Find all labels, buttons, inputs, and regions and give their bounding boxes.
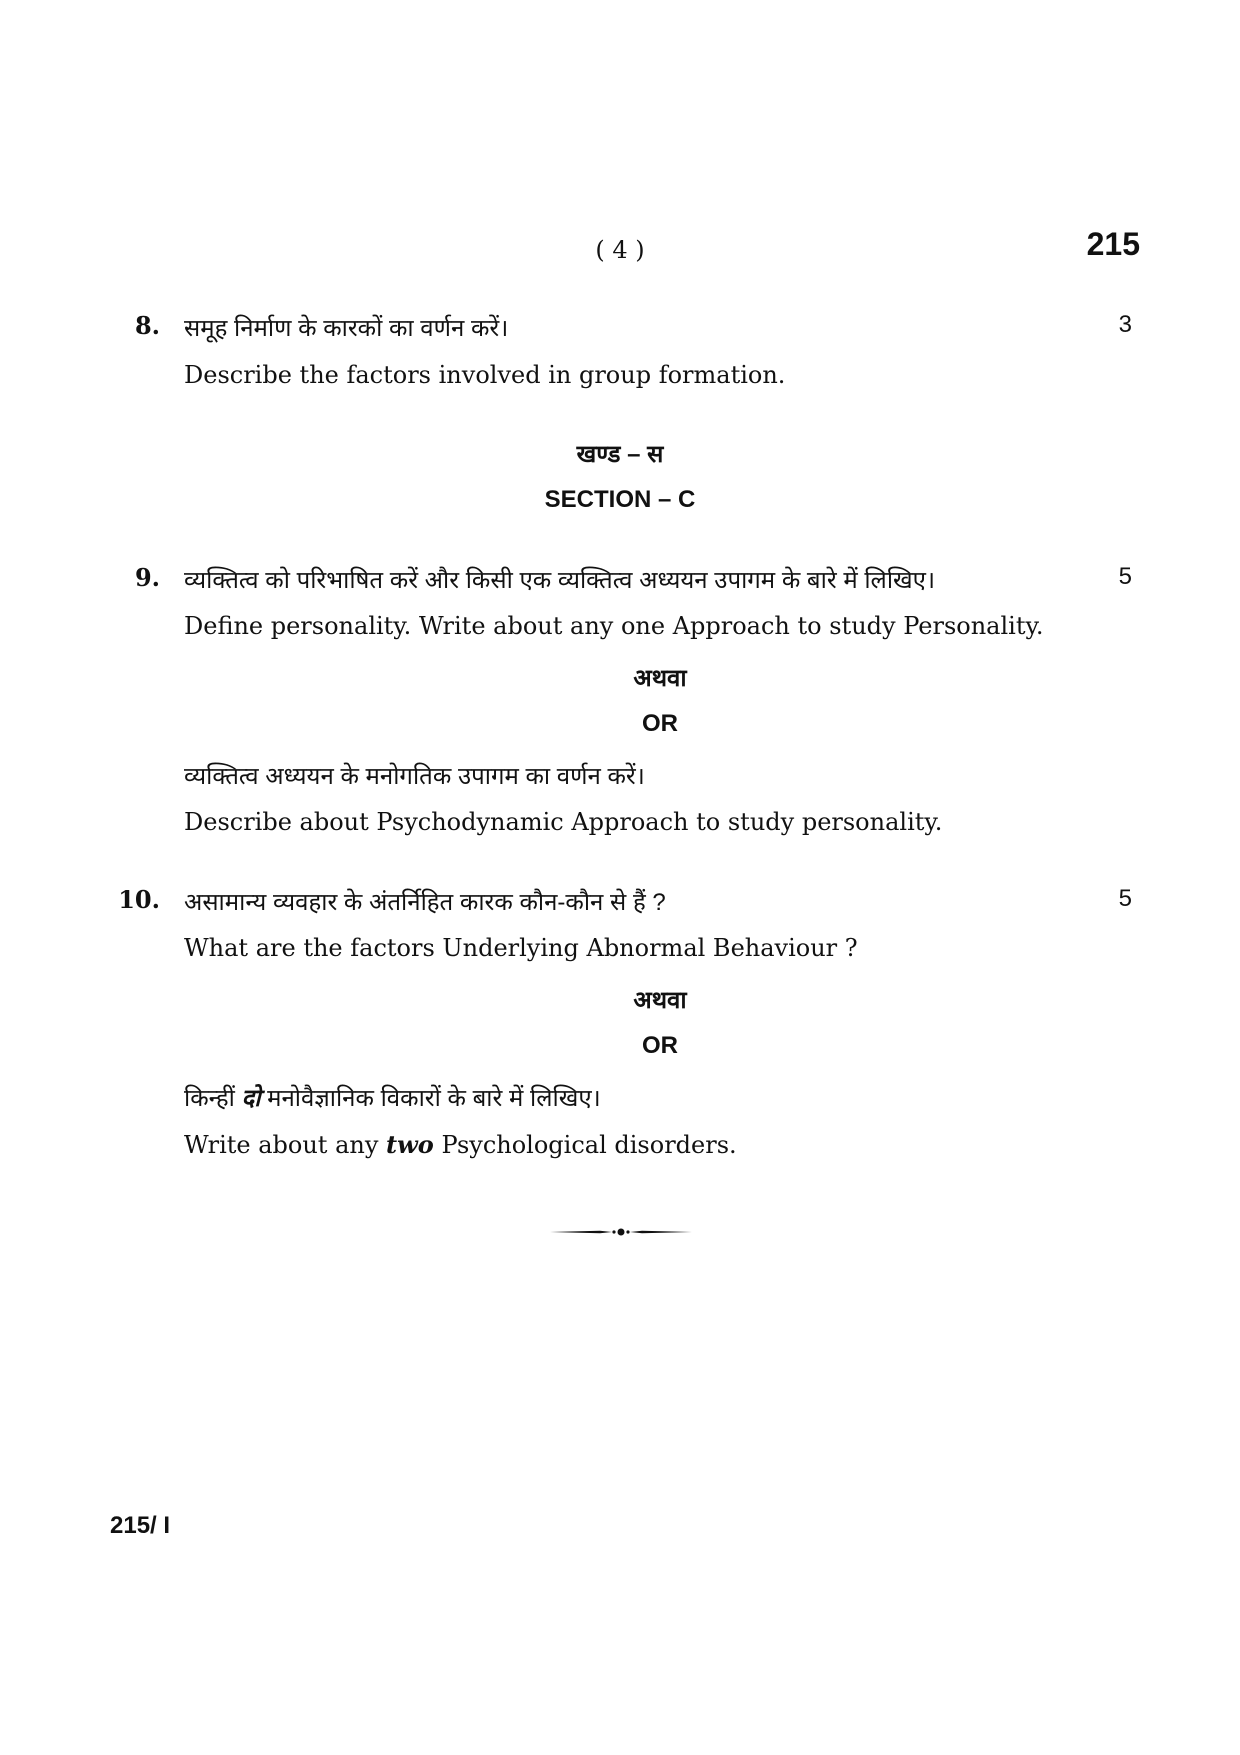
question-10-alt-hindi [184,1081,601,1114]
section-heading-english: SECTION – C [544,486,696,513]
question-9-marks: 5 [1118,563,1132,590]
alt-english-pre: Write about any [184,1131,379,1159]
question-10-or-english: OR [642,1032,678,1059]
question-8-marks: 3 [1118,311,1132,338]
question-10-hindi: असामान्य व्यवहार के अंतर्निहित कारक कौन-कौन से हैं ? [184,889,666,916]
alt-hindi-emphasis: दो [241,1085,261,1112]
section-heading-hindi: खण्ड – स [576,441,664,468]
question-9-hindi: व्यक्तित्व को परिभाषित करें और किसी एक व्यक्तित्व अध्ययन उपागम के बारे में लिखिए। [184,567,936,594]
question-10-english: What are the factors Underlying Abnormal Behaviour ? [184,934,858,962]
question-10-marks: 5 [1118,885,1132,912]
question-9-or-hindi: अथवा [633,665,687,692]
footer-paper-code: 215/ I [110,1512,171,1539]
question-10-number: 10. [118,885,160,914]
question-9-number: 9. [134,563,160,592]
alt-english-post: Psychological disorders. [441,1131,737,1159]
question-9-alt-english: Describe about Psychodynamic Approach to study personality. [184,808,943,836]
alt-hindi-pre: किन्हीं [184,1085,235,1112]
question-8-hindi: समूह निर्माण के कारकों का वर्णन करें। [184,315,509,342]
alt-english-emphasis: two [386,1130,434,1159]
question-10-or-hindi: अथवा [633,987,687,1014]
alt-hindi-post: मनोवैज्ञानिक विकारों के बारे में लिखिए। [267,1085,601,1112]
question-10-alt-english [184,1130,737,1159]
question-9-english: Define personality. Write about any one Approach to study Personality. [184,612,1044,640]
end-ornament-icon [550,1224,692,1240]
question-9-alt-hindi: व्यक्तित्व अध्ययन के मनोगतिक उपागम का वर्णन करें। [184,763,645,790]
page-number: ( 4 ) [595,236,645,264]
question-9-or-english: OR [642,710,678,737]
paper-code: 215 [1086,226,1140,262]
question-8-english: Describe the factors involved in group formation. [184,361,786,389]
question-8-number: 8. [134,311,160,340]
